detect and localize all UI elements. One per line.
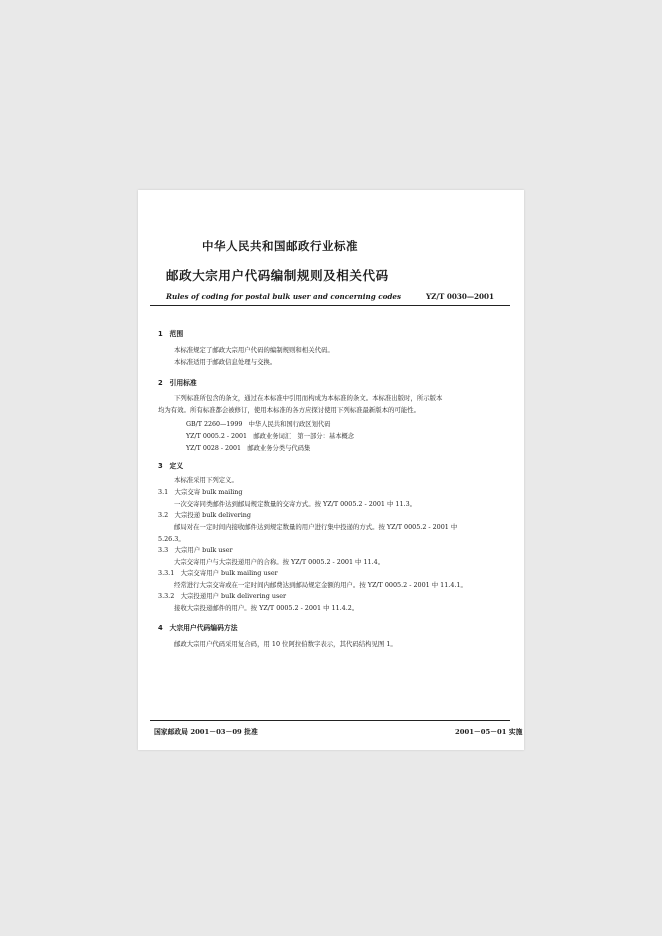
footer-divider — [150, 720, 510, 721]
definition-3-2-title: 3.2 大宗投递 bulk delivering — [158, 511, 251, 519]
definition-3-3-1-text: 经常进行大宗交寄或在一定时间内邮费达到邮局规定金额的用户。按 YZ/T 0005.2 - 2001 中 11.4.1。 — [174, 581, 467, 589]
definition-3-3-title: 3.3 大宗用户 bulk user — [158, 546, 233, 554]
section-2-para-1: 下列标准所包含的条文，通过在本标准中引用而构成为本标准的条文。本标准出版时，所示版本 — [174, 394, 443, 402]
section-4-para-1: 邮政大宗用户代码采用复合码，用 10 位阿拉伯数字表示，其代码结构见图 1。 — [174, 640, 397, 648]
reference-item: YZ/T 0028 - 2001 邮政业务分类与代码集 — [186, 445, 311, 452]
section-2-para-2: 均为有效。所有标准都会被修订，使用本标准的各方应探讨使用下列标准最新版本的可能性。 — [158, 406, 421, 414]
definition-3-3-1-title: 3.3.1 大宗交寄用户 bulk mailing user — [158, 569, 278, 577]
definition-3-3-2-title: 3.3.2 大宗投递用户 bulk delivering user — [158, 592, 287, 600]
definition-3-2-text-1: 邮局对在一定时间内接收邮件达到规定数量的用户进行集中投递的方式。按 YZ/T 0005.2 - 2001 中 — [174, 523, 458, 531]
reference-item: YZ/T 0005.2 - 2001 邮政业务词汇 第一部分：基本概念 — [186, 433, 355, 440]
approval-date: 国家邮政局 2001－03－09 批准 — [154, 728, 258, 736]
definition-3-2-text-2: 5.26.3。 — [158, 535, 185, 543]
section-1-para-1: 本标准规定了邮政大宗用户代码的编制规则和相关代码。 — [174, 346, 334, 354]
title-divider — [150, 305, 510, 306]
section-1-heading: 1 范围 — [158, 330, 184, 338]
section-1-para-2: 本标准适用于邮政信息处理与交换。 — [174, 358, 277, 366]
section-3-intro: 本标准采用下列定义。 — [174, 476, 238, 484]
definition-3-3-2-text: 接收大宗投递邮件的用户。按 YZ/T 0005.2 - 2001 中 11.4.2。 — [174, 604, 359, 612]
implementation-date: 2001－05－01 实施 — [455, 728, 523, 736]
definition-3-3-text: 大宗交寄用户与大宗投递用户的合称。按 YZ/T 0005.2 - 2001 中 11.4。 — [174, 558, 385, 566]
section-2-heading: 2 引用标准 — [158, 379, 197, 387]
section-3-heading: 3 定义 — [158, 462, 184, 470]
definition-3-1-title: 3.1 大宗交寄 bulk mailing — [158, 488, 243, 496]
standard-org-heading: 中华人民共和国邮政行业标准 — [202, 239, 358, 253]
section-4-heading: 4 大宗用户代码编码方法 — [158, 624, 238, 632]
definition-3-1-text: 一次交寄同类邮件达到邮局规定数量的交寄方式。按 YZ/T 0005.2 - 2001 中 11.3。 — [174, 500, 417, 508]
document-title-en: Rules of coding for postal bulk user and concerning codes — [166, 292, 402, 301]
reference-item: GB/T 2260—1999 中华人民共和国行政区划代码 — [186, 421, 331, 428]
standard-code: YZ/T 0030—2001 — [426, 292, 495, 301]
document-title-cn: 邮政大宗用户代码编制规则及相关代码 — [166, 268, 389, 283]
